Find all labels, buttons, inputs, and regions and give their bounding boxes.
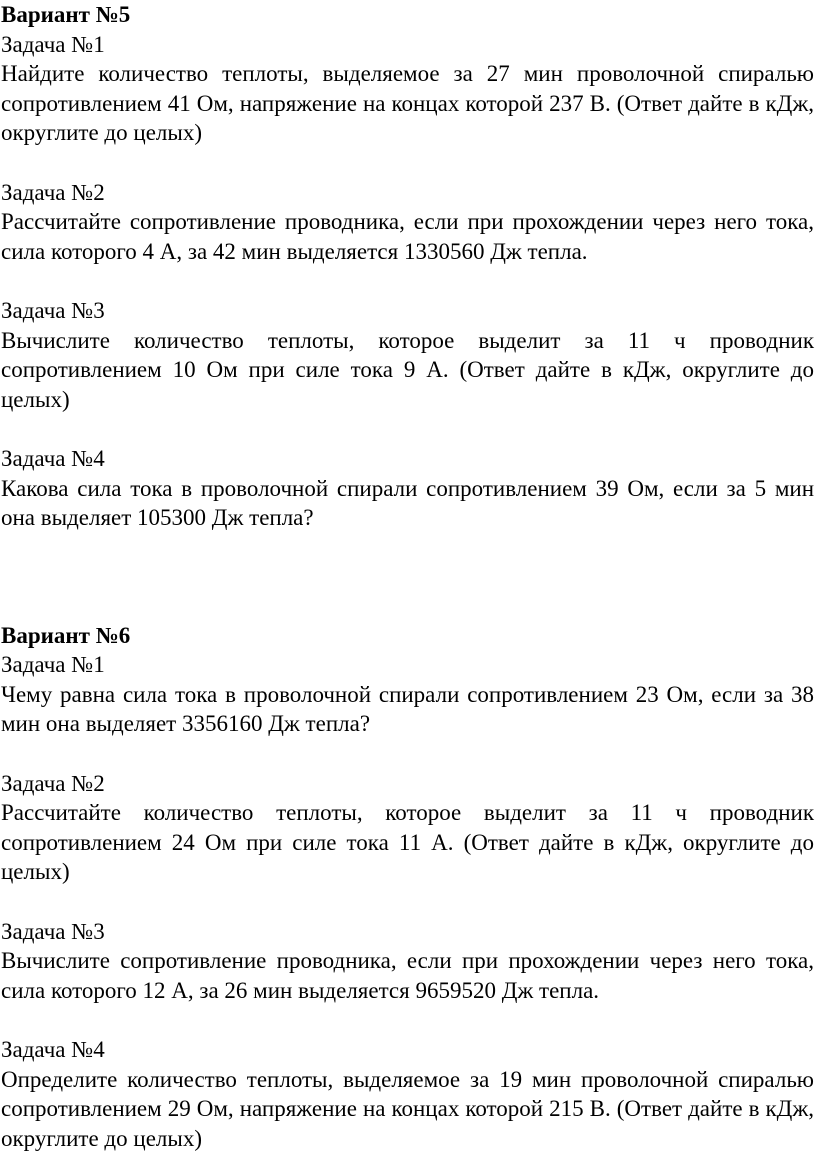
task-block [1,769,814,887]
task-title: Задача №4 [1,445,105,471]
task-block [1,444,814,533]
task-title: Задача №2 [1,179,105,205]
task-title: Задача №3 [1,297,105,323]
task-block [1,178,814,267]
task-title: Задача №2 [1,770,105,796]
task-block [1,650,814,739]
task-block [1,296,814,414]
task-text: Вычислите сопротивление проводника, если при прохождении через него тока, сила которого 12 А, за 26 мин выделяется 9659520 Дж тепла. [1,948,814,1003]
task-text: Чему равна сила тока в проволочной спирали сопротивлением 23 Ом, если за 38 мин она выделяет 3356160 Дж тепла? [1,681,814,737]
task-title: Задача №4 [1,1037,105,1062]
variant-5-section [1,0,814,533]
task-title: Задача №3 [1,918,105,944]
variant-title: Вариант №5 [1,2,131,27]
variant-title: Вариант №6 [1,622,131,648]
task-title: Задача №1 [1,31,105,57]
task-block [1,917,814,1006]
task-text: Вычислите количество теплоты, которое выделит за 11 ч проводник сопротивлением 10 Ом при силе тока 9 А. (Ответ дайте в кДж, округлите до целых) [1,327,814,412]
task-block [1,1035,814,1153]
task-title: Задача №1 [1,652,105,678]
variant-spacer [1,533,814,621]
task-text: Определите количество теплоты, выделяемое за 19 мин проволочной спиралью сопротивлением 29 Ом, напряжение на концах которой 215 В. (Ответ дайте в кДж, округлите до целых) [1,1066,814,1151]
task-text: Найдите количество теплоты, выделяемое за 27 мин проволочной спиралью сопротивлением 41 Ом, напряжение на концах которой 237 В. (Ответ дайте в кДж, округлите до целых) [1,61,814,146]
task-text: Какова сила тока в проволочной спирали сопротивлением 39 Ом, если за 5 мин она выделяет 105300 Дж тепла? [1,475,814,531]
task-block [1,30,814,148]
task-text: Рассчитайте количество теплоты, которое выделит за 11 ч проводник сопротивлением 24 Ом при силе тока 11 А. (Ответ дайте в кДж, округлите до целых) [1,800,814,885]
variant-6-section [1,621,814,1154]
task-text: Рассчитайте сопротивление проводника, если при прохождении через него тока, сила которого 4 А, за 42 мин выделяется 1330560 Дж тепла. [1,209,814,264]
